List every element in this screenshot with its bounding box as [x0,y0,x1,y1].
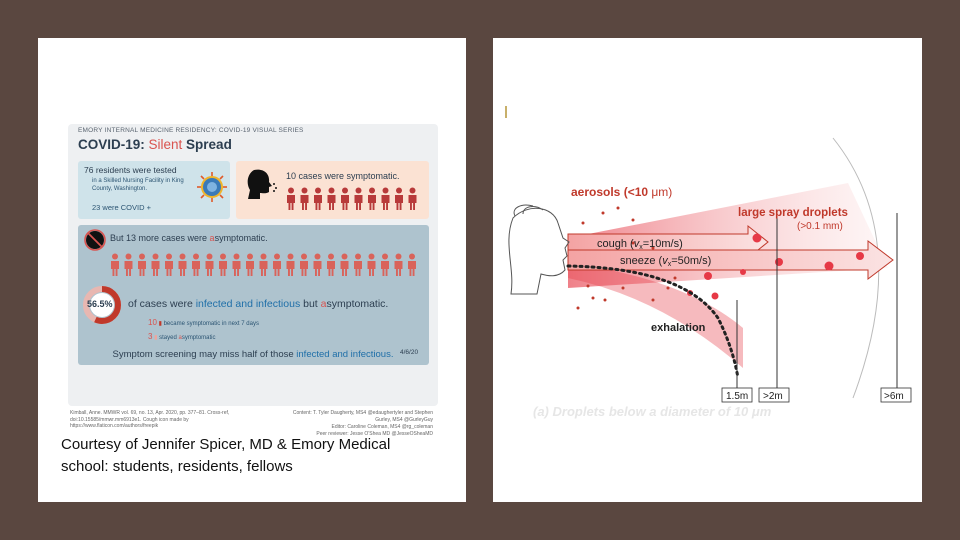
courtesy-text: Courtesy of Jennifer Spicer, MD & Emory Medical school: students, residents, fellows [61,436,391,475]
person-icon [206,254,214,277]
person-head-icon [509,205,569,294]
peer-credit: Peer reviewer: Jesse O'Shea MD @JesseOSheaMD [316,431,433,437]
person-icon [409,188,417,211]
person-icon [219,254,227,277]
became-line: 10 ▮ became symptomatic in next 7 days [148,318,259,327]
person-icon [395,254,403,277]
all-people-icons [110,253,430,277]
symptomatic-box [236,161,429,219]
dist-label-3: >6m [884,391,904,402]
stayed-line: 3 ▮ stayed asymptomatic [148,332,216,341]
person-icon [328,188,336,211]
exhalation-label: exhalation [651,322,706,334]
person-icon [138,254,146,277]
series-label: EMORY INTERNAL MEDICINE RESIDENCY: COVID-19 VISUAL SERIES [78,127,304,134]
dist-label-1: 1.5m [726,391,749,402]
person-icon [287,254,295,277]
person-icon [300,254,308,277]
infographic-card [68,124,438,406]
person-icon [381,254,389,277]
covid-count: 23 were COVID + [92,203,151,212]
person-icon [179,254,187,277]
person-icon [341,254,349,277]
person-icon [273,254,281,277]
screening-note: Symptom screening may miss half of those infected and infectious. [112,349,394,360]
tested-text: 76 residents were tested [84,165,177,175]
person-icon [354,254,362,277]
tested-box [78,161,230,219]
reference-text: Kimball, Anne. MMWR vol. 69, no. 13, Apr. 2020, pp. 377–81. Cross-ref, doi:10.15585/mmwr.mm6913e1. Cough icon made by https://www.flaticon.com/authors/freepik [70,410,230,429]
symptomatic-text: 10 cases were symptomatic. [286,171,400,181]
person-icon [246,254,254,277]
person-icon [382,188,390,211]
no-cough-icon [84,229,106,251]
large-spray-label: large spray droplets [738,207,848,219]
person-icon [152,254,160,277]
person-icon [355,188,363,211]
left-slide-panel [38,38,466,502]
person-icon [368,188,376,211]
person-icon [260,254,268,277]
content-credit: Content: T. Tyler Daugherty, MS4 @edaughertyler and Stephen Gurley, MS4 @GurleyGuy [292,410,433,423]
person-icon [408,254,416,277]
cough-label: cough (vx=10m/s) [597,238,683,251]
person-icon [301,188,309,211]
person-icon [368,254,376,277]
asymptomatic-box [78,225,429,365]
droplet-spread-figure [493,38,922,502]
large-spray-size: (>0.1 mm) [797,221,843,232]
figure-caption: (a) Droplets below a diameter of 10 μm [533,404,772,419]
asymptomatic-text: But 13 more cases were asymptomatic. [110,233,268,243]
percent-value: 56.5% [87,299,113,309]
dist-label-2: >2m [763,391,783,402]
person-icon [395,188,403,211]
person-icon [341,188,349,211]
facility-text: in a Skilled Nursing Facility in King County, Washington. [92,178,184,192]
symptomatic-people-icons [286,187,426,213]
person-icon [192,254,200,277]
right-slide-panel [493,38,922,502]
aerosols-label: aerosols (<10 μm) [571,185,673,199]
virus-icon [196,171,228,203]
stat-text: of cases were infected and infectious but asymptomatic. [128,298,389,310]
person-icon [233,254,241,277]
person-icon [111,254,119,277]
sneeze-label: sneeze (vx=50m/s) [620,255,712,268]
person-icon [327,254,335,277]
cough-icon [244,166,278,200]
person-icon [125,254,133,277]
person-icon [287,188,295,211]
person-icon [165,254,173,277]
infographic-date: 4/6/20 [400,349,419,356]
editor-credit: Editor: Caroline Coleman, MS4 @rg_coleman [331,424,433,430]
infographic-title: COVID-19: Silent Spread [78,137,232,152]
person-icon [314,254,322,277]
person-icon [314,188,322,211]
